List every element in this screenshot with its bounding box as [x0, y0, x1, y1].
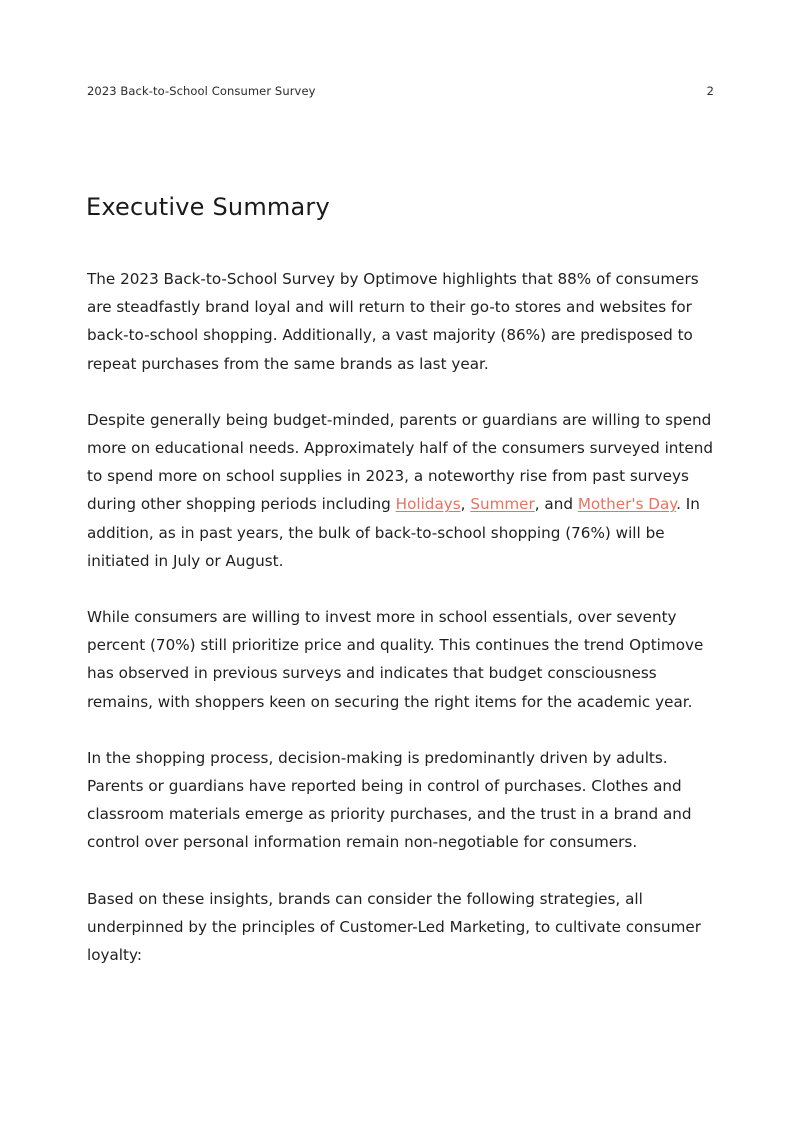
- paragraph-decision-making: In the shopping process, decision-making is predominantly driven by adults. Parents or guardians have reported being in control of purchases. Clothes and classroom materials emerge as priority purchases, and the trust in a brand and control over personal information remain non-negotiable for consumers.: [87, 748, 692, 852]
- separator-text: ,: [460, 495, 471, 514]
- summer-link[interactable]: Summer: [470, 495, 535, 514]
- paragraph-text: . In addition, as in past years, the bulk of back-to-school shopping (76%) will be initiated in July or August.: [87, 495, 700, 570]
- separator-text: , and: [534, 495, 578, 514]
- paragraph-brand-loyalty: The 2023 Back-to-School Survey by Optimove highlights that 88% of consumers are steadfastly brand loyal and will return to their go-to stores and websites for back-to-school shopping. Additionally, a vast majority (86%) are predisposed to repeat purchases from the same brands as last year.: [87, 270, 699, 373]
- mothers-day-link[interactable]: Mother's Day: [577, 495, 677, 514]
- page-header: [87, 84, 714, 98]
- paragraph-spending: [87, 406, 717, 575]
- document-title: 2023 Back-to-School Consumer Survey: [87, 84, 316, 98]
- page-number: 2: [706, 84, 714, 98]
- holidays-link[interactable]: Holidays: [395, 495, 461, 514]
- body-text: [87, 265, 717, 997]
- paragraph-price-quality: While consumers are willing to invest more in school essentials, over seventy percent (70%) still prioritize price and quality. This continues the trend Optimove has observed in previous surveys and indicates that budget consciousness remains, with shoppers keen on securing the right items for the academic year.: [87, 608, 704, 711]
- section-title: Executive Summary: [86, 193, 330, 221]
- paragraph-text: Despite generally being budget-minded, parents or guardians are willing to spend more on educational needs. Approximately half of the consumers surveyed intend to spend more on school supplies in 2023, a noteworthy rise from past surveys during other shopping periods including: [87, 410, 713, 514]
- paragraph-strategies: Based on these insights, brands can consider the following strategies, all underpinned by the principles of Customer-Led Marketing, to cultivate consumer loyalty:: [87, 889, 702, 965]
